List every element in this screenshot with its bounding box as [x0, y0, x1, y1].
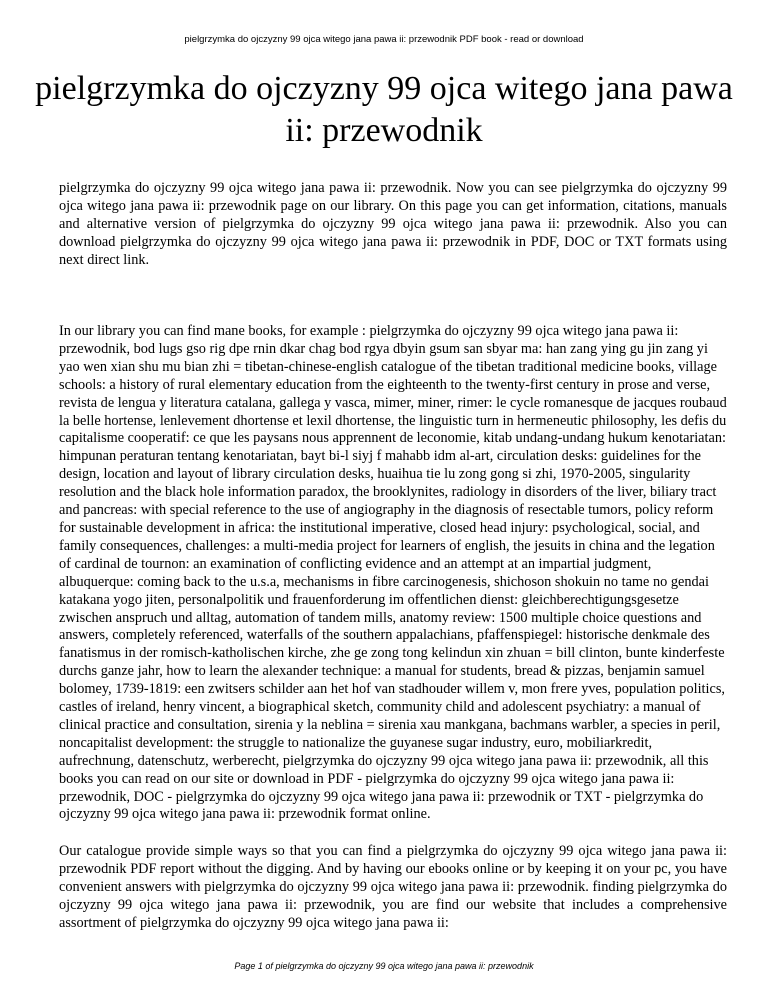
- page-footer: Page 1 of pielgrzymka do ojczyzny 99 ojca witego jana pawa ii: przewodnik: [234, 961, 534, 971]
- library-paragraph: In our library you can find mane books, for example : pielgrzymka do ojczyzny 99 ojca witego jana pawa ii: przewodnik, bod lugs gso rig dpe rnin dkar chag bod rgya dbyin gsum san sbyar ma: han zang ying gu jin zang yi yao wen xian shu mu bian zhi = tibetan-chinese-english catalogue of the tibetan traditional medicine books, village schools: a history of rural elementary education from the eighteenth to the twenty-first century in prose and verse, revista de lengua y literatura catalana, gallega y vasca, mimer, miner, rimer: le cycle romanesque de jacques roubaud la belle hortense, lenlevement dhortense et lexil dhortense, the linguistic turn in hermeneutic philosophy, les defis du capitalisme cooperatif: ce que les paysans nous apprennent de leconomie, kitab undang-undang hukum kenotariatan: himpunan peraturan tentang kenotariatan, bayt bi-l siyj f mahabb idm al-art, circulation desks: guidelines for the design, location and layout of library circulation desks, huaihua tie lu zong gong si zhi, 1970-2005, singularity resolution and the black hole information paradox, the brooklynites, radiology in disorders of the liver, biliary tract and pancreas: with special reference to the use of angiography in the diagnosis of resectable tumors, policy reform for sustainable development in africa: the institutional imperative, closed head injury: psychological, social, and family consequences, challenges: a multi-media project for learners of english, the jesuits in china and the legation of cardinal de tournon: an examination of conflicting evidence and an attempt at an impartial judgment, albuquerque: coming back to the u.s.a, mechanisms in fibre carcinogenesis, shichoson shokuin no tame no gendai katakana yogo jiten, personalpolitik und frauenforderung im offentlichen dienst: gleichberechtigungsgesetze zwischen anspruch und alltag, automation of tandem mills, anatomy review: 1500 multiple choice questions and answers, completely referenced, waterfalls of the southern appalachians, pfaffenspiegel: historische denkmale des fanatismus in der romisch-katholischen kirche, zhe ge zong tong kelindun xin zhuan = bill clinton, bunte kinderfeste durchs ganze jahr, how to learn the alexander technique: a manual for students, bread & pizzas, benjamin samuel bolomey, 1739-1819: een zwitsers schilder aan het hof van stadhouder willem v, mon frere yves, population politics, castles of ireland, henry vincent, a biographical sketch, community child and adolescent psychiatry: a manual of clinical practice and consultation, sirenia y la neblina = sirenia xau mankgana, bachmans warbler, a species in peril, noncapitalist development: the struggle to nationalize the guyanese sugar industry, euro, mobiliarkredit, aufrechnung, datenschutz, werberecht, pielgrzymka do ojczyzny 99 ojca witego jana pawa ii: przewodnik, all this books you can read on our site or download in PDF - pielgrzymka do ojczyzny 99 ojca witego jana pawa ii: przewodnik, DOC - pielgrzymka do ojczyzny 99 ojca witego jana pawa ii: przewodnik or TXT - pielgrzymka do ojczyzny 99 ojca witego jana pawa ii: przewodnik format online.: [59, 323, 727, 823]
- document-title: pielgrzymka do ojczyzny 99 ojca witego jana pawa ii: przewodnik: [35, 70, 733, 149]
- intro-paragraph: pielgrzymka do ojczyzny 99 ojca witego jana pawa ii: przewodnik. Now you can see pielgrzymka do ojczyzny 99 ojca witego jana pawa ii: przewodnik page on our library. On this page you can get information, citations, manuals and alternative version of pielgrzymka do ojczyzny 99 ojca witego jana pawa ii: przewodnik. Also you can download pielgrzymka do ojczyzny 99 ojca witego jana pawa ii: przewodnik in PDF, DOC or TXT formats using next direct link.: [59, 180, 727, 268]
- catalogue-paragraph: Our catalogue provide simple ways so that you can find a pielgrzymka do ojczyzny 99 ojca witego jana pawa ii: przewodnik PDF report without the digging. And by having our ebooks online or by keeping it on your pc, you have convenient answers with pielgrzymka do ojczyzny 99 ojca witego jana pawa ii: przewodnik. finding pielgrzymka do ojczyzny 99 ojca witego jana pawa ii: przewodnik, you are find our website that includes a comprehensive assortment of pielgrzymka do ojczyzny 99 ojca witego jana pawa ii:: [59, 843, 727, 931]
- page-header: pielgrzymka do ojczyzny 99 ojca witego jana pawa ii: przewodnik PDF book - read or download: [184, 34, 584, 45]
